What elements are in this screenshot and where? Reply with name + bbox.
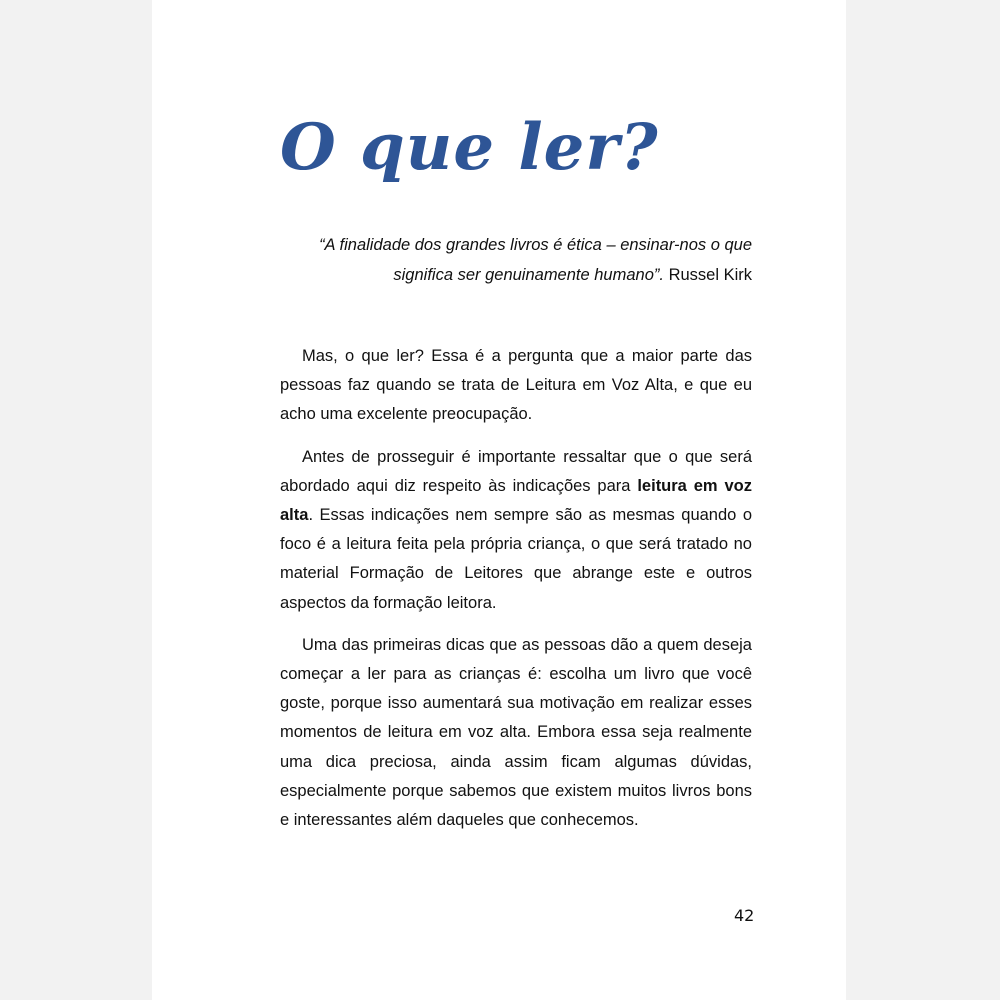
- epigraph-author: Russel Kirk: [668, 266, 752, 284]
- page-title: O que ler?: [280, 110, 659, 185]
- paragraph-2-before: Antes de prosseguir é importante ressaltar que o que será abordado aqui diz respeito às indicações para: [280, 447, 752, 495]
- body-text: [280, 342, 752, 848]
- paragraph-3: Uma das primeiras dicas que as pessoas dão a quem deseja começar a ler para as crianças é: escolha um livro que você goste, porque isso aumentará sua motivação em realizar esses momentos de leitura em voz alta. Embora essa seja realmente uma dica preciosa, ainda assim ficam algumas dúvidas, especialmente porque sabemos que existem muitos livros bons e interessantes além daqueles que conhecemos.: [280, 635, 752, 830]
- paragraph-1: Mas, o que ler? Essa é a pergunta que a maior parte das pessoas faz quando se trata de Leitura em Voz Alta, e que eu acho uma excelente preocupação.: [280, 347, 752, 424]
- epigraph: [280, 230, 752, 290]
- paragraph-2: [280, 443, 752, 618]
- epigraph-quote: “A finalidade dos grandes livros é ética – ensinar-nos o que significa ser genuinamente humano”.: [319, 236, 752, 284]
- paragraph-2-after: . Essas indicações nem sempre são as mesmas quando o foco é a leitura feita pela própria criança, o que será tratado no material Formação de Leitores que abrange este e outros aspectos da formação leitora.: [280, 506, 752, 612]
- paragraph-2-bold: leitura em voz alta: [280, 476, 752, 525]
- page-number: 42: [734, 906, 755, 925]
- document-page: [152, 0, 846, 1000]
